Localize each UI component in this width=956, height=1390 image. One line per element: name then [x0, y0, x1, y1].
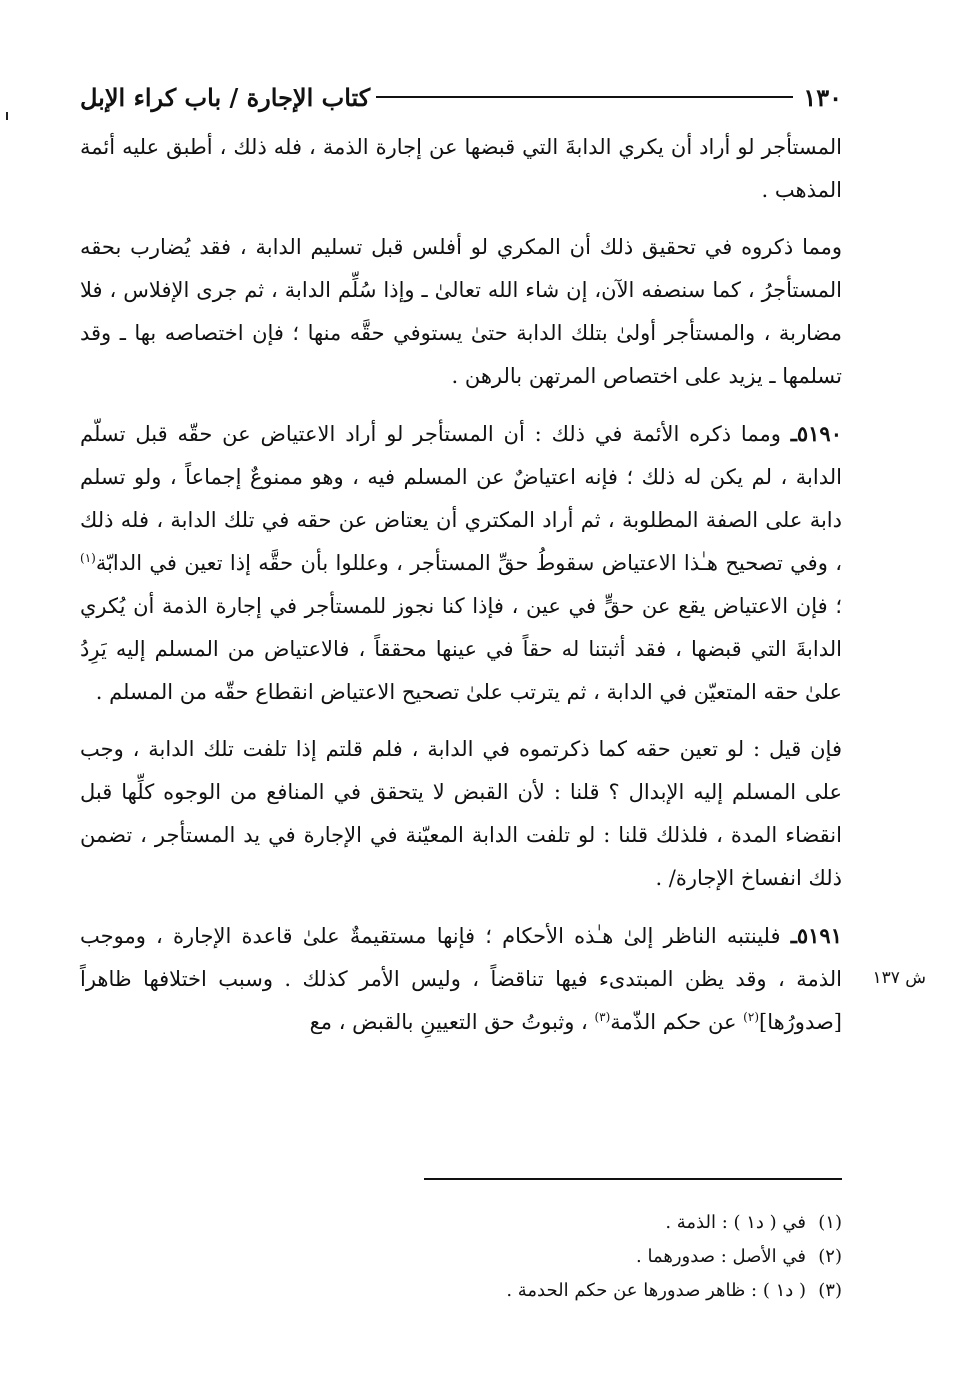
paragraph-text-cont: ؛ فإن الاعتياض يقع عن حقٍّ في عين ، فإذا كنا نجوز للمستأجر في إجارة الذمة أن يُكري الدابةَ التي قبضها ، فقد أثبتنا له حقاً في عينها محققاً ، فالاعتياض من المسلم إليه يَرِدُ علىٰ حقه المتعيّن في الدابة ، ثم يترتب علىٰ تصحيح الاعتياض انقطاع حقّه من المسلم . [80, 594, 842, 704]
paragraph-text: ومما ذكروه في تحقيق ذلك أن المكري لو أفلس قبل تسليم الدابة ، فقد يُضارب بحقه المستأجرُ ، كما سنصفه الآن، إن شاء الله تعالىٰ ـ وإذا سُلِّم الدابة ، ثم جرى الإفلاس ، فلا مضاربة ، والمستأجر أولىٰ بتلك الدابة حتىٰ يستوفي حقَّه منها ؛ فإن اختصاصه بها ـ وقد تسلمها ـ يزيد على اختصاص المرتهن بالرهن . [80, 235, 842, 388]
margin-mark [6, 112, 8, 120]
paragraph [80, 728, 842, 900]
footnote-item [80, 1206, 842, 1240]
main-text [80, 126, 842, 1058]
running-title: كتاب الإجارة / باب كراء الإبل [80, 82, 371, 112]
paragraph-text: فإن قيل : لو تعين حقه كما ذكرتموه في الدابة ، فلم قلتم إذا تلفت تلك الدابة ، وجب على المسلم إليه الإبدال ؟ قلنا : لأن القبض لا يتحقق في المنافع من الوجوه كلِّها قبل انقضاء المدة ، فلذلك قلنا : لو تلفت الدابة المعيّنة في الإجارة في يد المستأجر ، تضمن ذلك انفساخ الإجارة/ . [80, 737, 842, 890]
paragraph-text: المستأجر لو أراد أن يكري الدابةَ التي قبضها عن إجارة الذمة ، فله ذلك ، أطبق عليه أئمة المذهب . [80, 135, 842, 202]
footnote-text: في الأصل : صدورهما . [636, 1246, 806, 1267]
footnote-ref-3[interactable]: (٣) [594, 1010, 611, 1024]
paragraph-text: ومما ذكره الأئمة في ذلك : أن المستأجر لو أراد الاعتياض عن حقّه قبل تسلّم الدابة ، لم يكن له ذلك ؛ فإنه اعتياضٌ عن المسلم فيه ، وهو ممنوعٌ إجماعاً ، ولو تسلم دابة على الصفة المطلوبة ، ثم أراد المكتري أن يعتاض عن حقه في تلك الدابة ، فله ذلك ، وفي تصحيح هـٰذا الاعتياض سقوطُ حقِّ المستأجر ، وعللوا بأن حقَّه إذا تعين في الدابّة [80, 422, 842, 575]
manuscript-folio-note: ش ١٣٧ [872, 968, 926, 988]
paragraph-number: ٥١٩١ـ [790, 923, 842, 948]
paragraph-5191 [80, 914, 842, 1044]
header-rule [376, 96, 793, 98]
footnote-item [80, 1274, 842, 1308]
footnote-separator [424, 1178, 842, 1180]
page-number: ١٣٠ [803, 82, 842, 112]
paragraph-number: ٥١٩٠ـ [790, 421, 842, 446]
paragraph-text: فلينتبه الناظر إلىٰ هـٰذه الأحكام ؛ فإنها مستقيمةٌ علىٰ قاعدة الإجارة ، وموجب الذمة ، وقد يظن المبتدىء فيها تناقضاً ، وليس الأمر كذلك . وسبب اختلافها ظاهراً [صدورُها] [80, 924, 842, 1034]
footnotes [80, 1206, 842, 1308]
paragraph-text-cont: عن حكم الذّمة [610, 1010, 744, 1034]
footnote-number: (٣) [818, 1280, 842, 1301]
footnote-text: في ( د١ ) : الذمة . [665, 1212, 806, 1233]
paragraph [80, 226, 842, 398]
footnote-ref-1[interactable]: (١) [80, 551, 96, 565]
footnote-item [80, 1240, 842, 1274]
paragraph [80, 126, 842, 212]
running-header [80, 80, 842, 114]
footnote-ref-2[interactable]: (٢) [743, 1010, 759, 1024]
footnote-text: ( د١ ) : ظاهر صدورها عن حكم الحدمة . [506, 1280, 806, 1301]
footnote-number: (١) [818, 1212, 842, 1233]
paragraph-text-cont: ، وثبوتُ حق التعيينِ بالقبض ، مع [309, 1010, 595, 1034]
footnote-number: (٢) [818, 1246, 842, 1267]
paragraph-5190 [80, 412, 842, 714]
